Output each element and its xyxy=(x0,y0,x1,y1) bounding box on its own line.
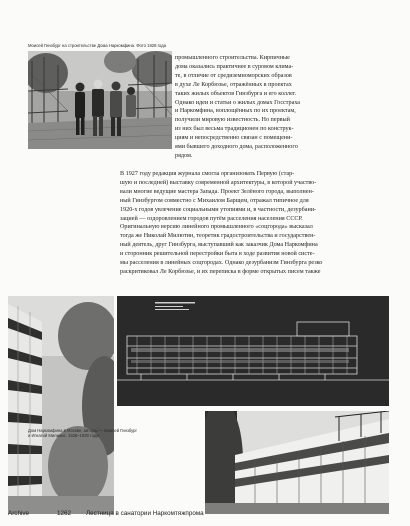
article-body-text xyxy=(28,170,386,277)
text-line: и сторонник решительной перестройки быта в ходе развития новой систе- xyxy=(120,251,315,258)
text-line: и Наркомфина, воплощённых по их проектам, xyxy=(175,108,296,115)
text-line: вали многие ведущие мастера Запада. Проект Зелёного города, выполнен- xyxy=(120,188,314,195)
text-line: 1920-х годов увлечение социальными утопиями и, в частности, дезурбани- xyxy=(120,206,317,213)
text-line: шую и последней) выставку современной архитектуры, в которой участво- xyxy=(120,179,317,186)
text-line: те, в отличие от средиземноморских образов xyxy=(175,72,292,79)
text-line: таких жилых объектов Гинзбурга и его коллег. xyxy=(175,90,297,97)
article-column-text xyxy=(175,54,318,161)
text-line: В 1927 году редакция журнала смогла организовать Первую (стар- xyxy=(120,171,295,177)
text-line: в духе Ле Корбюзье, отражённых в проектах xyxy=(175,81,292,88)
construction-site-image xyxy=(28,51,172,149)
narkomfin-building-photo xyxy=(205,411,389,514)
text-line: из них был весьма традиционен по конструк- xyxy=(175,126,294,133)
text-line: промышленного строительства. Кирпичные xyxy=(175,55,290,61)
text-line: дома оказались практичнее в суровом клима- xyxy=(175,63,294,70)
photo-caption-top: Моисей Гинзбург на строительстве Дома Наркомфина. Фото 1928 года xyxy=(28,43,167,48)
construction-site-photo xyxy=(28,51,172,149)
footer-running-title: Лестница в санатории Наркомтяжпрома xyxy=(86,510,204,517)
narkomfin-building-image xyxy=(205,411,389,514)
text-line: тогда же Николай Милютин, теоретик градостроительства и государствен- xyxy=(120,233,316,240)
text-line: ный Гинзбургом совместно с Михаилом Барщем, отражал типичное для xyxy=(120,197,309,204)
photo-caption-bottom xyxy=(28,428,188,439)
text-line: циям и непосредственно связан с помещени- xyxy=(175,135,293,142)
architectural-drawing xyxy=(117,296,389,406)
text-line: ный деятель, друг Гинзбурга, выступавший как заказчик Дома Наркомфина xyxy=(120,242,318,249)
text-line: Оригинальную версию линейного промышленного «соцгорода» высказал xyxy=(120,224,313,231)
caption-line: Дом Наркомфина в Москве, авторы — Моисей Гинзбург xyxy=(28,428,138,433)
text-line: ями бывшего доходного дома, расположенного xyxy=(175,144,298,151)
building-facade-image xyxy=(8,296,114,514)
caption-line: и Игнатий Милинис. 1928–1930 годы xyxy=(28,433,100,439)
text-line: зацией — оздоровлением городов путём расселения населения СССР. xyxy=(120,215,303,222)
elevation-drawing-image xyxy=(117,296,389,406)
text-line: получили мировую известность. Но первый xyxy=(175,117,290,124)
text-line: мы расселения в линейных соцгородах. Однако дезурбанизм Гинзбурга резко xyxy=(120,260,323,267)
building-facade-photo xyxy=(8,296,114,514)
footer-section-label: Archive xyxy=(8,510,29,517)
text-line: рядом. xyxy=(175,152,193,159)
page-number: 1262 xyxy=(57,510,72,517)
text-line: раскритиковал Ле Корбюзье, и их переписка в форме открытых писем также xyxy=(120,268,321,275)
text-line: Однако идеи и статьи о жилых домах Госстраха xyxy=(175,99,301,106)
